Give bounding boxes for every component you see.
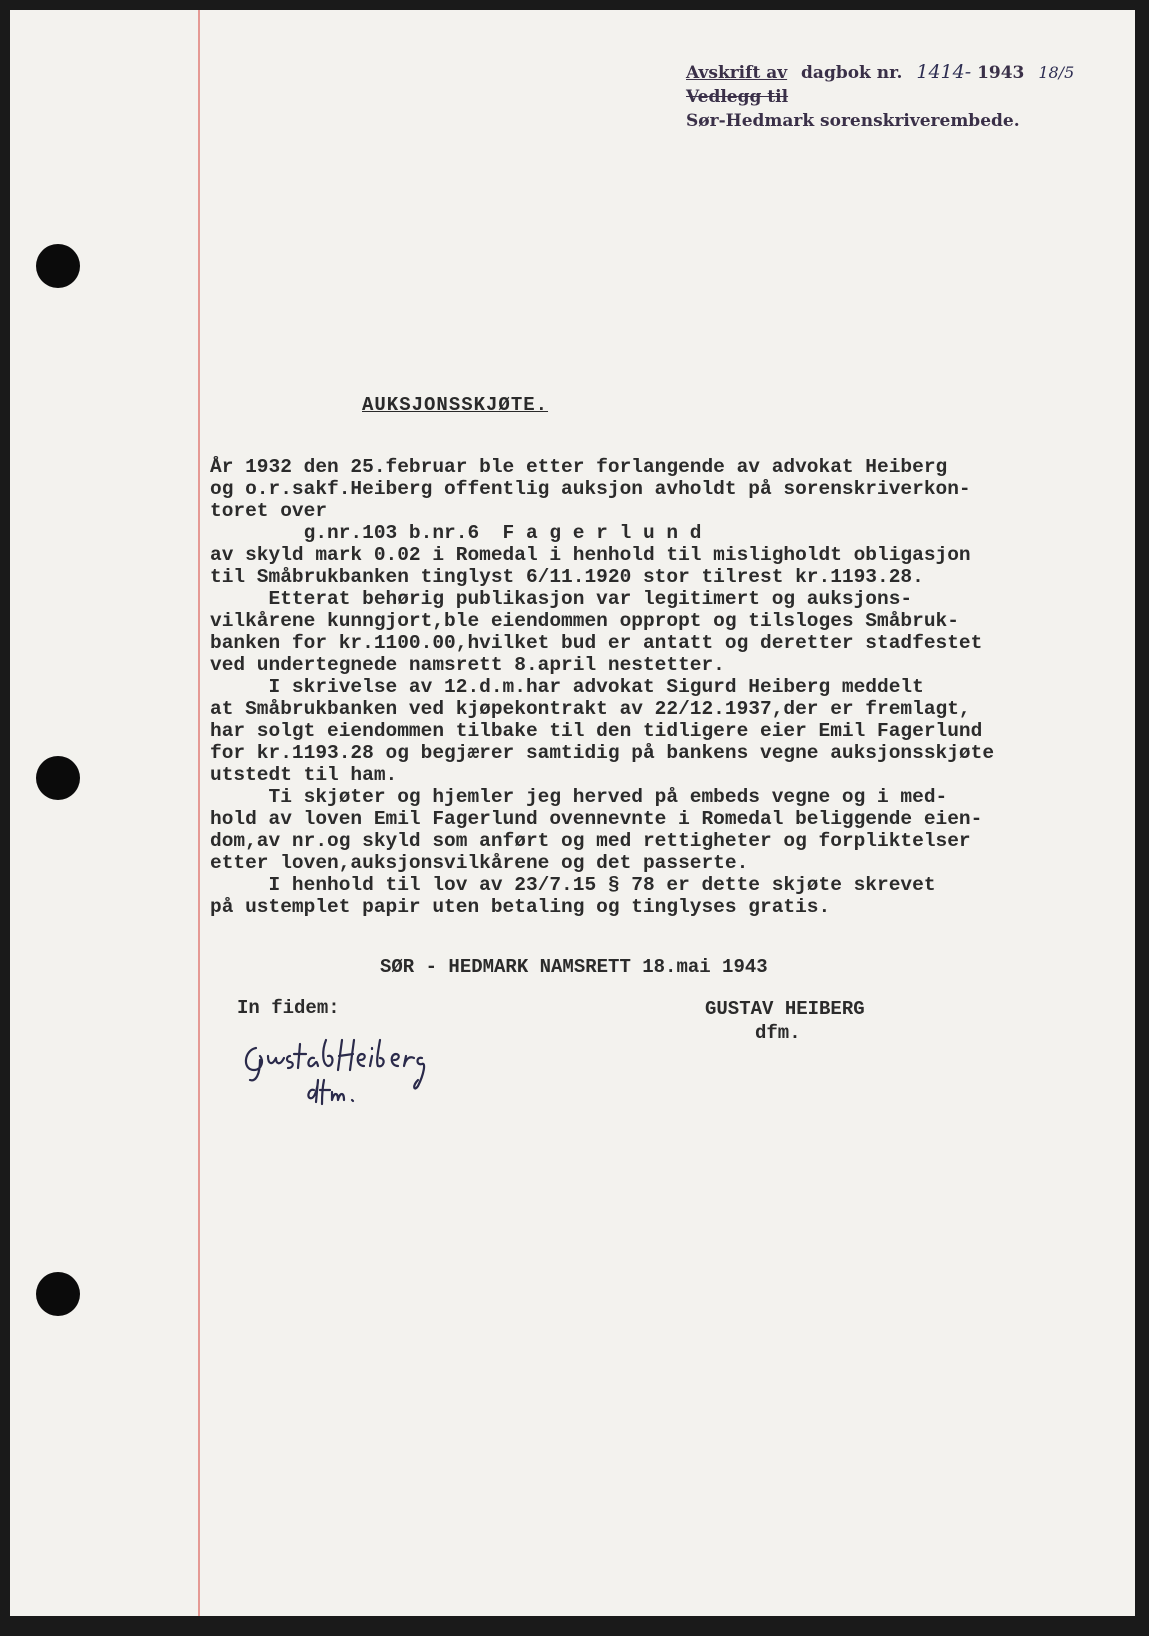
stamp-avskrift: Avskrift av xyxy=(686,63,788,83)
body-line: etter loven,auksjonsvilkårene og det passerte. xyxy=(210,852,749,874)
body-line: g.nr.103 b.nr.6 F a g e r l u n d xyxy=(210,522,702,544)
punch-hole-bottom xyxy=(36,1272,80,1316)
registry-stamp xyxy=(686,60,1074,133)
punch-hole-top xyxy=(36,244,80,288)
body-line: Ti skjøter og hjemler jeg herved på embeds vegne og i med- xyxy=(210,786,948,808)
document-page xyxy=(10,10,1135,1616)
body-line: År 1932 den 25.februar ble etter forlangende av advokat Heiberg xyxy=(210,456,948,478)
document-body xyxy=(210,456,1090,918)
stamp-vedlegg: Vedlegg til xyxy=(686,87,789,107)
body-line: toret over xyxy=(210,500,328,522)
body-line: at Småbrukbanken ved kjøpekontrakt av 22/12.1937,der er fremlagt, xyxy=(210,698,971,720)
body-line: Etterat behørig publikasjon var legitimert og auksjons- xyxy=(210,588,913,610)
body-line: ved undertegnede namsrett 8.april nestetter. xyxy=(210,654,725,676)
body-line: banken for kr.1100.00,hvilket bud er antatt og deretter stadfestet xyxy=(210,632,983,654)
body-line: I henhold til lov av 23/7.15 § 78 er dette skjøte skrevet xyxy=(210,874,936,896)
signer-title: dfm. xyxy=(755,1022,801,1044)
signer-block xyxy=(705,997,865,1045)
body-line: hold av loven Emil Fagerlund ovennevnte i Romedal beliggende eien- xyxy=(210,808,983,830)
court-signature-line: SØR - HEDMARK NAMSRETT 18.mai 1943 xyxy=(380,956,768,978)
body-line: og o.r.sakf.Heiberg offentlig auksjon avholdt på sorenskriverkon- xyxy=(210,478,971,500)
signer-name: GUSTAV HEIBERG xyxy=(705,998,865,1020)
body-line: har solgt eiendommen tilbake til den tidligere eier Emil Fagerlund xyxy=(210,720,983,742)
body-line: utstedt til ham. xyxy=(210,764,398,786)
stamp-dagbok-number: 1414- xyxy=(916,61,972,83)
body-line: på ustemplet papir uten betaling og tinglyses gratis. xyxy=(210,896,831,918)
body-line: I skrivelse av 12.d.m.har advokat Sigurd Heiberg meddelt xyxy=(210,676,924,698)
stamp-year: 1943 xyxy=(977,63,1025,83)
stamp-date-note: 18/5 xyxy=(1038,63,1075,82)
body-line: av skyld mark 0.02 i Romedal i henhold til misligholdt obligasjon xyxy=(210,544,971,566)
in-fidem-label: In fidem: xyxy=(237,997,340,1019)
body-line: for kr.1193.28 og begjærer samtidig på bankens vegne auksjonsskjøte xyxy=(210,742,995,764)
red-margin-line xyxy=(198,10,200,1616)
body-line: vilkårene kunngjort,ble eiendommen oppropt og tilsloges Småbruk- xyxy=(210,610,959,632)
stamp-dagbok-label: dagbok nr. xyxy=(801,63,903,83)
handwritten-signature-icon xyxy=(238,1030,438,1110)
body-line: dom,av nr.og skyld som anført og med rettigheter og forpliktelser xyxy=(210,830,971,852)
document-title: AUKSJONSSKJØTE. xyxy=(362,394,549,416)
stamp-office: Sør-Hedmark sorenskriverembede. xyxy=(686,111,1020,131)
body-line: til Småbrukbanken tinglyst 6/11.1920 stor tilrest kr.1193.28. xyxy=(210,566,924,588)
punch-hole-middle xyxy=(36,756,80,800)
